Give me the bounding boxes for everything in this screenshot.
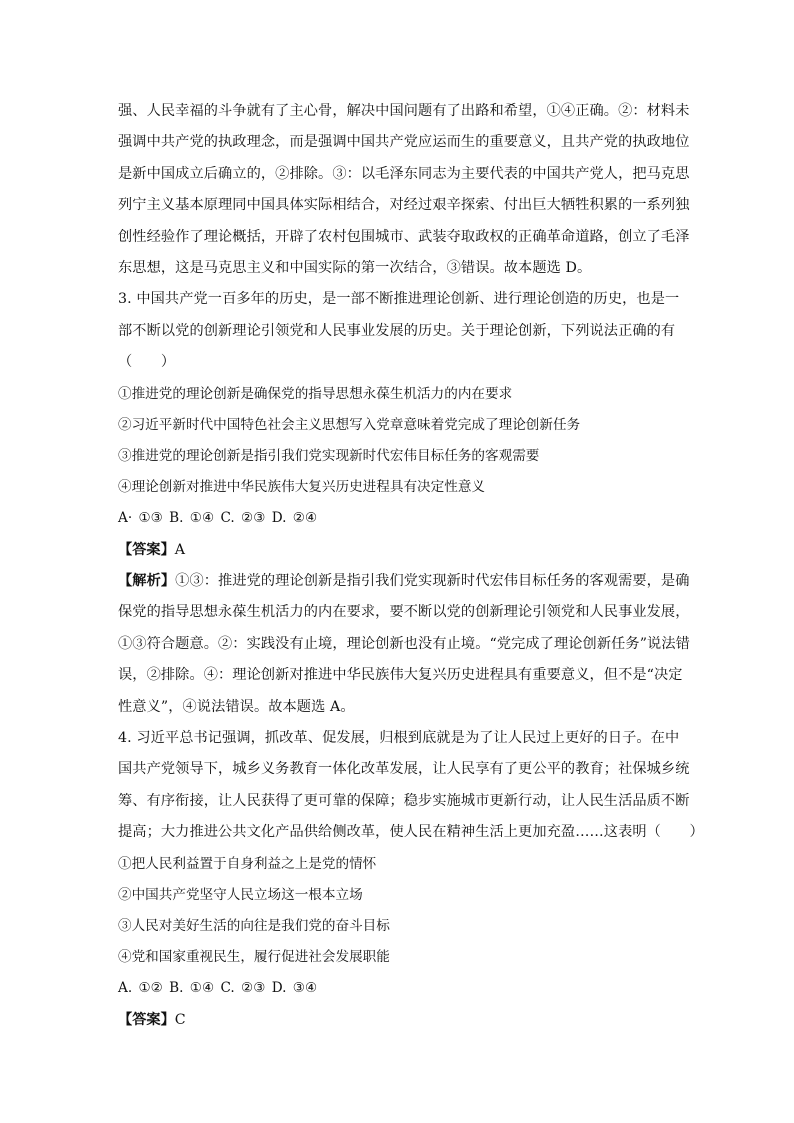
- text-line: 是新中国成立后确立的，②排除。③：以毛泽东同志为主要代表的中国共产党人，把马克思: [118, 165, 690, 182]
- question-4: [118, 723, 704, 1036]
- text-line: 创性经验作了理论概括，开辟了农村包围城市、武装夺取政权的正确革命道路，创立了毛泽: [118, 228, 690, 245]
- continuation-block: [118, 96, 690, 284]
- analysis-line: 性意义”，④说法错误。故本题选 A。: [118, 698, 355, 715]
- text-line: 强调中共产党的执政理念，而是强调中国共产党应运而生的重要意义，且共产党的执政地位: [118, 134, 690, 151]
- question-stem-line: 4. 习近平总书记强调，抓改革、促发展，归根到底就是为了让人民过上更好的日子。在中: [118, 730, 680, 746]
- answer-line: [118, 535, 678, 566]
- answer-choices: A. ①② B. ①④ C. ②③ D. ③④: [118, 980, 318, 997]
- text-line: 强、人民幸福的斗争就有了主心骨，解决中国问题有了出路和希望，①④正确。②：材料未: [118, 103, 690, 119]
- question-stem-line: 筹、有序衔接，让人民获得了更可靠的保障；稳步实施城市更新行动，让人民生活品质不断: [118, 792, 690, 809]
- analysis-line: 保党的指导思想永葆生机活力的内在要求，要不断以党的创新理论引领党和人民事业发展，: [118, 604, 690, 621]
- analysis-tag: 【解析】: [118, 573, 176, 590]
- question-3: [118, 284, 690, 723]
- statement-option: ④党和国家重视民生，履行促进社会发展职能: [118, 949, 390, 966]
- answer-tag: 【答案】: [118, 1011, 175, 1028]
- question-stem-line: 提高；大力推进公共文化产品供给侧改革，使人民在精神生活上更加充盈……这表明（ ）: [118, 824, 704, 841]
- analysis-line: [118, 566, 690, 597]
- statement-option: ①推进党的理论创新是确保党的指导思想永葆生机活力的内在要求: [118, 385, 513, 402]
- analysis-text: ①③：推进党的理论创新是指引我们党实现新时代宏伟目标任务的客观需要，是确: [175, 573, 690, 590]
- analysis-line: ①③符合题意。②：实践没有止境，理论创新也没有止境。“党完成了理论创新任务”说法错: [118, 635, 690, 652]
- answer-line: [118, 1005, 678, 1036]
- statement-option: ②中国共产党坚守人民立场这一根本立场: [118, 886, 363, 903]
- statement-option: ③推进党的理论创新是指引我们党实现新时代宏伟目标任务的客观需要: [118, 447, 540, 464]
- question-stem-line: 部不断以党的创新理论引领党和人民事业发展的历史。关于理论创新，下列说法正确的有: [118, 322, 676, 339]
- statement-option: ②习近平新时代中国特色社会主义思想写入党章意味着党完成了理论创新任务: [118, 416, 581, 433]
- text-line: 列宁主义基本原理同中国具体实际相结合，对经过艰辛探索、付出巨大牺牲积累的一系列独: [118, 197, 690, 214]
- question-stem-line: 国共产党领导下，城乡义务教育一体化改革发展，让人民享有了更公平的教育；社保城乡统: [118, 761, 690, 778]
- question-stem-line: （ ）: [118, 354, 176, 371]
- question-stem-line: 3. 中国共产党一百多年的历史，是一部不断推进理论创新、进行理论创造的历史，也是一: [118, 291, 680, 308]
- statement-option: ③人民对美好生活的向往是我们党的奋斗目标: [118, 917, 390, 934]
- document-page: [118, 96, 704, 1036]
- statement-option: ①把人民利益置于自身利益之上是党的情怀: [118, 855, 377, 872]
- answer-value: C: [174, 1011, 186, 1028]
- answer-choices: A· ①③ B. ①④ C. ②③ D. ②④: [118, 510, 318, 527]
- statement-option: ④理论创新对推进中华民族伟大复兴历史进程具有决定性意义: [118, 479, 486, 496]
- analysis-line: 误，②排除。④：理论创新对推进中华民族伟大复兴历史进程具有重要意义，但不是“决定: [118, 667, 683, 684]
- answer-value: A: [174, 541, 186, 558]
- answer-tag: 【答案】: [118, 541, 175, 558]
- text-line: 东思想，这是马克思主义和中国实际的第一次结合，③错误。故本题选 D。: [118, 259, 592, 276]
